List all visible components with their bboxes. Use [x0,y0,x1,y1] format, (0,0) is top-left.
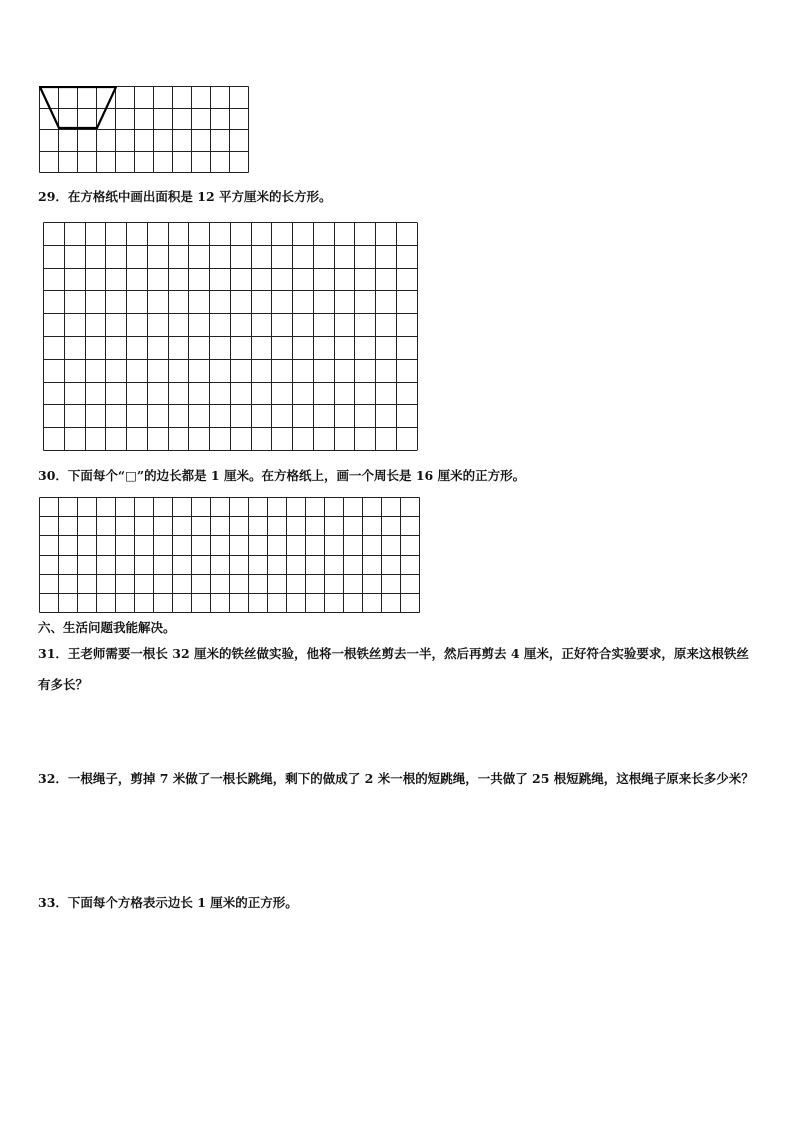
section-6-heading: 六、生活问题我能解决。 [38,620,176,635]
question-29: 29．在方格纸中画出面积是 12 平方厘米的长方形。 [38,189,332,204]
question-30: 30．下面每个“□”的边长都是 1 厘米。在方格纸上，画一个周长是 16 厘米的正方形。 [38,468,526,483]
trapezoid-grid [39,86,249,174]
question-33: 33．下面每个方格表示边长 1 厘米的正方形。 [38,895,298,910]
question-31: 31．王老师需要一根长 32 厘米的铁丝做实验，他将一根铁丝剪去一半，然后再剪去 4 厘米，正好符合实验要求，原来这根铁丝有多长？ [38,646,749,692]
q29-grid [43,222,419,454]
q30-grid [39,497,421,614]
question-32: 32．一根绳子，剪掉 7 米做了一根长跳绳，剩下的做成了 2 米一根的短跳绳，一共做了 25 根短跳绳，这根绳子原来长多少米？ [38,771,754,786]
